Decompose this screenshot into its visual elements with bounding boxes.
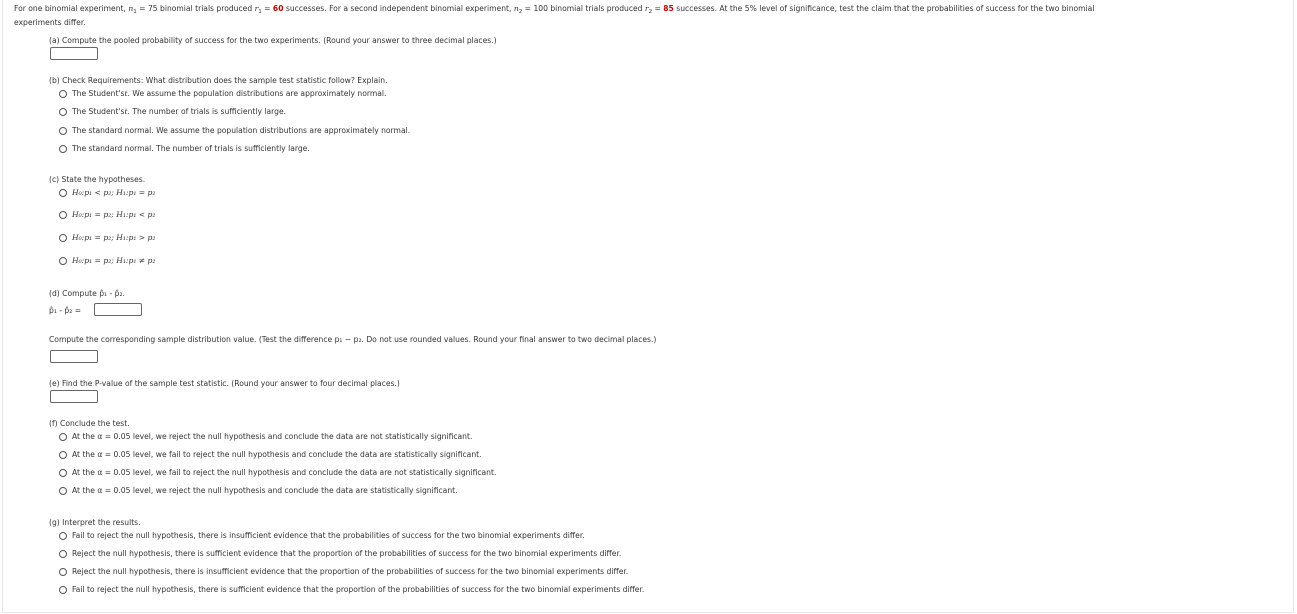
part-c-option-4[interactable]: H₀: p₁ = p₂ ; H₁: p₁ ≠ p₂ bbox=[59, 255, 155, 266]
part-g-label: (g) Interpret the results. bbox=[49, 518, 141, 527]
radio-icon[interactable] bbox=[59, 469, 67, 477]
radio-icon[interactable] bbox=[59, 550, 67, 558]
test-statistic-input[interactable] bbox=[50, 350, 98, 363]
part-g-option-2[interactable]: Reject the null hypothesis, there is sufficient evidence that the proportion of the probabilities of success for the two binomial experiments differ. bbox=[59, 548, 621, 559]
difference-input[interactable] bbox=[94, 303, 142, 316]
part-g-option-4[interactable]: Fail to reject the null hypothesis, there is sufficient evidence that the proportion of the probabilities of success for the two binomial experiments differ. bbox=[59, 584, 644, 595]
radio-icon[interactable] bbox=[59, 451, 67, 459]
part-f-option-1[interactable]: At the α = 0.05 level, we reject the null hypothesis and conclude the data are not statistically significant. bbox=[59, 431, 472, 442]
radio-icon[interactable] bbox=[59, 211, 67, 219]
part-b-option-2[interactable]: The Student's t . The number of trials is sufficiently large. bbox=[59, 106, 286, 117]
problem-statement: For one binomial experiment, $n_1 = 75$ binomial trials produced $r_1 = 60$ successes. For a second independent binomial experiment, $n_2 = 100$ binomial trials produced $r_2 = 85$ successes. At the 5% level of significance, test the claim that the probabilities of success for the two binomial bbox=[14, 4, 1095, 15]
p-value-input[interactable] bbox=[50, 390, 98, 403]
part-e-label: (e) Find the P-value of the sample test statistic. (Round your answer to four decimal places.) bbox=[49, 379, 400, 388]
radio-icon[interactable] bbox=[59, 127, 67, 135]
part-b-option-3[interactable]: The standard normal. We assume the population distributions are approximately normal. bbox=[59, 125, 410, 136]
part-g-option-1[interactable]: Fail to reject the null hypothesis, there is insufficient evidence that the probabilities of success for the two binomial experiments differ. bbox=[59, 530, 585, 541]
part-f-label: (f) Conclude the test. bbox=[49, 419, 130, 428]
part-f-option-2[interactable]: At the α = 0.05 level, we fail to reject the null hypothesis and conclude the data are statistically significant. bbox=[59, 449, 482, 460]
part-a-label: (a) Compute the pooled probability of success for the two experiments. (Round your answer to three decimal places.) bbox=[49, 36, 497, 45]
part-c-label: (c) State the hypotheses. bbox=[49, 175, 146, 184]
radio-icon[interactable] bbox=[59, 433, 67, 441]
radio-icon[interactable] bbox=[59, 90, 67, 98]
part-d-label: (d) Compute p̂₁ - p̂₂. bbox=[49, 289, 125, 298]
radio-icon[interactable] bbox=[59, 145, 67, 153]
part-b-option-4[interactable]: The standard normal. The number of trials is sufficiently large. bbox=[59, 143, 310, 154]
radio-icon[interactable] bbox=[59, 234, 67, 242]
part-f-option-3[interactable]: At the α = 0.05 level, we fail to reject the null hypothesis and conclude the data are not statistically significant. bbox=[59, 467, 496, 478]
part-c-option-3[interactable]: H₀: p₁ = p₂ ; H₁: p₁ > p₂ bbox=[59, 232, 155, 243]
pooled-probability-input[interactable] bbox=[50, 47, 98, 60]
part-c-option-1[interactable]: H₀: p₁ < p₂ ; H₁: p₁ = p₂ bbox=[59, 187, 155, 198]
part-g-option-3[interactable]: Reject the null hypothesis, there is insufficient evidence that the proportion of the probabilities of success for the two binomial experiments differ. bbox=[59, 566, 628, 577]
part-f-option-4[interactable]: At the α = 0.05 level, we reject the null hypothesis and conclude the data are statistically significant. bbox=[59, 485, 458, 496]
part-c-option-2[interactable]: H₀: p₁ = p₂ ; H₁: p₁ < p₂ bbox=[59, 209, 155, 220]
radio-icon[interactable] bbox=[59, 257, 67, 265]
part-b-label: (b) Check Requirements: What distribution does the sample test statistic follow? Explain. bbox=[49, 76, 388, 85]
radio-icon[interactable] bbox=[59, 189, 67, 197]
radio-icon[interactable] bbox=[59, 568, 67, 576]
radio-icon[interactable] bbox=[59, 586, 67, 594]
radio-icon[interactable] bbox=[59, 532, 67, 540]
radio-icon[interactable] bbox=[59, 487, 67, 495]
part-b-option-1[interactable]: The Student's t . We assume the population distributions are approximately normal. bbox=[59, 88, 386, 99]
diff-label: p̂₁ - p̂₂ = bbox=[49, 306, 82, 315]
problem-statement-line2: experiments differ. bbox=[14, 18, 86, 27]
radio-icon[interactable] bbox=[59, 108, 67, 116]
test-statistic-label: Compute the corresponding sample distribution value. (Test the difference p₁ − p₂. Do not use rounded values. Round your final answer to two decimal places.) bbox=[49, 335, 657, 344]
